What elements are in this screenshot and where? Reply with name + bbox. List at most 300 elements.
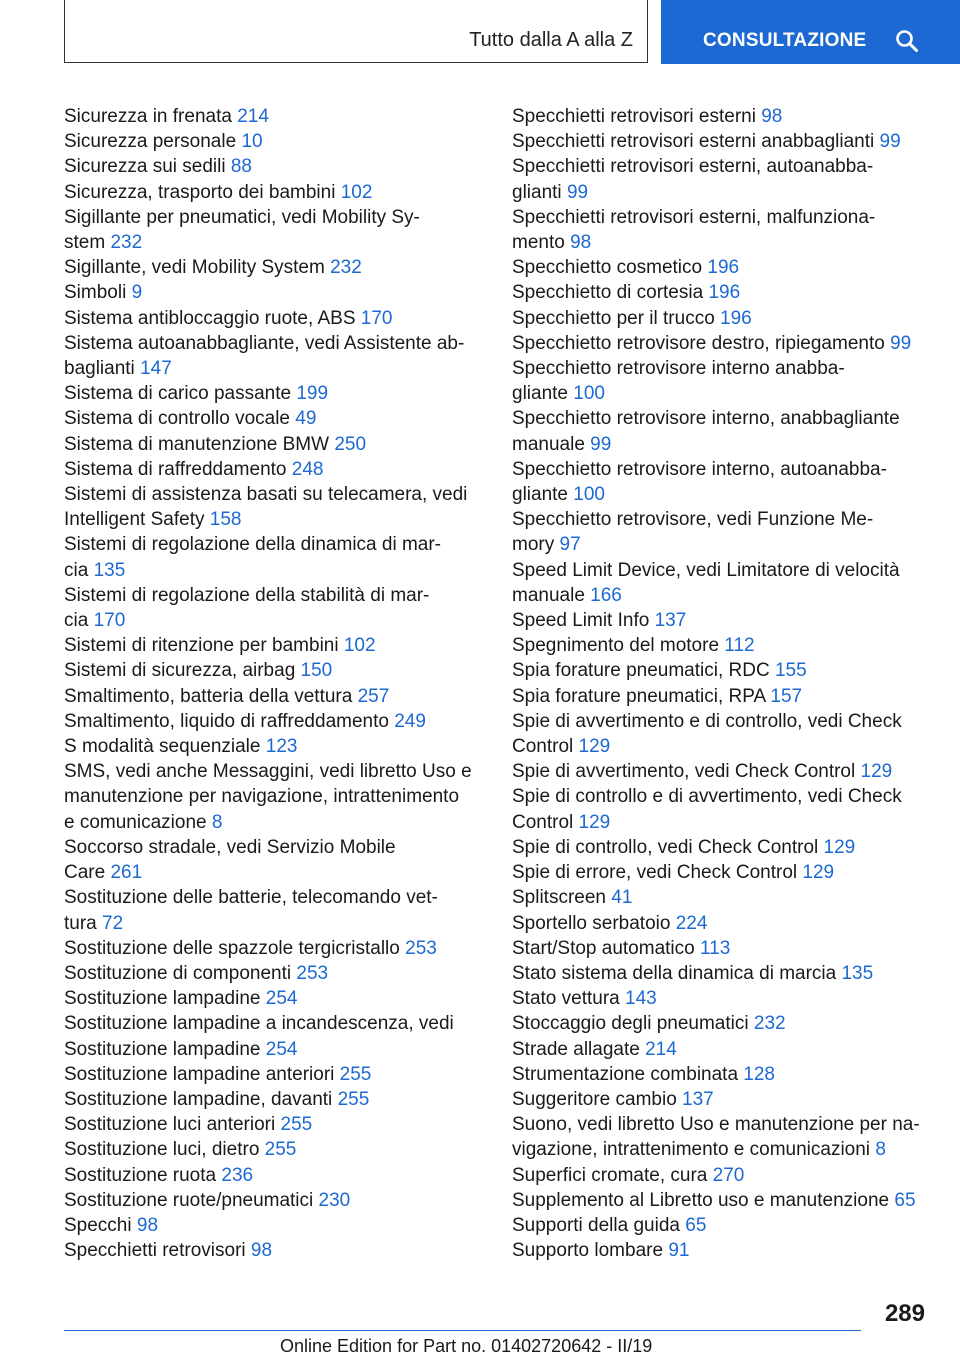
entry-term: Spie di controllo, vedi Check Control [512, 836, 819, 858]
page-link[interactable]: 255 [264, 1139, 297, 1161]
index-entry [64, 1163, 484, 1188]
entry-text [512, 180, 932, 205]
entry-term: Supporto lombare [512, 1240, 664, 1262]
index-entry [512, 961, 932, 986]
entry-text [512, 860, 932, 885]
entry-text [64, 709, 484, 734]
entry-text: Specchietto retrovisore, vedi Funzione Me- [512, 509, 874, 531]
page-link[interactable]: 99 [879, 131, 901, 153]
page-link[interactable]: 249 [394, 710, 426, 732]
page-link[interactable]: 99 [566, 181, 589, 203]
entry-text [512, 835, 932, 860]
entry-term: Strade allagate [512, 1038, 640, 1060]
entry-text [64, 406, 484, 431]
index-column-right [512, 104, 932, 1263]
entry-text [512, 1087, 932, 1112]
page-link[interactable]: 196 [707, 257, 740, 279]
index-entry [512, 936, 932, 961]
page-link[interactable]: 98 [761, 106, 783, 127]
index-entry [64, 1112, 484, 1137]
page-link[interactable]: 8 [875, 1139, 886, 1161]
page-link[interactable]: 158 [209, 509, 242, 531]
entry-term: Control [512, 736, 574, 758]
entry-text [512, 1238, 932, 1263]
index-entry [512, 835, 932, 860]
index-entry [512, 280, 932, 305]
page-link[interactable]: 65 [685, 1214, 707, 1236]
entry-term: glianti [512, 181, 562, 203]
page-link[interactable]: 147 [140, 358, 172, 380]
entry-text: Specchietti retrovisori esterni, malfunziona- [512, 206, 876, 228]
entry-text [512, 961, 932, 986]
entry-term: Start/Stop automatico [512, 937, 695, 959]
page-link[interactable]: 8 [211, 811, 223, 833]
entry-text: Sistemi di regolazione della stabilità di mar- [64, 584, 430, 606]
page-link[interactable]: 99 [590, 433, 612, 455]
page-link[interactable]: 196 [720, 307, 752, 329]
page-link[interactable]: 199 [296, 383, 329, 405]
entry-text [64, 1037, 484, 1062]
entry-term: Speed Limit Info [512, 610, 650, 632]
entry-text [64, 1112, 484, 1137]
entry-text [512, 532, 932, 557]
entry-term: gliante [512, 383, 568, 405]
section-header-box [64, 0, 648, 63]
page-link[interactable]: 253 [405, 937, 437, 959]
entry-term: Spegnimento del motore [512, 635, 720, 657]
index-entry [512, 658, 932, 683]
index-entry [64, 306, 484, 331]
entry-term: Sistema di raffreddamento [64, 458, 287, 480]
page-link[interactable]: 196 [708, 282, 741, 304]
entry-term: Sostituzione luci anteriori [64, 1114, 276, 1136]
page-link[interactable]: 155 [774, 660, 807, 682]
entry-text [64, 658, 484, 683]
index-entry [64, 1213, 484, 1238]
index-entry [64, 1238, 484, 1263]
page-link[interactable]: 224 [675, 912, 708, 934]
entry-text [512, 684, 932, 709]
entry-term: Sostituzione lampadine [64, 988, 261, 1010]
entry-term: Specchi [64, 1214, 132, 1236]
entry-term: Sostituzione lampadine [64, 1038, 261, 1060]
entry-text [512, 810, 932, 835]
page-link[interactable]: 98 [570, 232, 592, 254]
entry-term: Splitscreen [512, 887, 606, 909]
entry-term: Specchietto retrovisore destro, ripiegamento [512, 332, 885, 354]
index-entry [512, 129, 932, 154]
index-entry [64, 684, 484, 709]
index-entry [64, 532, 484, 582]
page-link[interactable]: 232 [330, 257, 362, 279]
page-link[interactable]: 254 [265, 1038, 298, 1060]
page-link[interactable]: 170 [93, 610, 126, 632]
index-entry [64, 1137, 484, 1162]
index-entry [64, 331, 484, 381]
footer-divider [64, 1330, 861, 1331]
entry-text [512, 331, 932, 356]
page-link[interactable]: 232 [753, 1013, 786, 1035]
entry-text: Soccorso stradale, vedi Servizio Mobile [64, 836, 396, 858]
entry-term: Supplemento al Libretto uso e manutenzione [512, 1189, 890, 1211]
entry-text: Sostituzione delle batterie, telecomando vet- [64, 887, 438, 909]
page-link[interactable]: 250 [334, 433, 367, 455]
entry-term: Sicurezza in frenata [64, 106, 232, 127]
page-link[interactable]: 150 [300, 660, 333, 682]
page-link[interactable]: 214 [237, 106, 269, 127]
page-link[interactable]: 102 [340, 181, 373, 203]
entry-text [512, 986, 932, 1011]
index-entry [64, 280, 484, 305]
page-link[interactable]: 72 [102, 912, 124, 934]
page-link[interactable]: 129 [578, 736, 611, 758]
entry-text [64, 1163, 484, 1188]
page-link[interactable]: 257 [357, 685, 390, 707]
index-entry [64, 709, 484, 734]
index-entry [512, 1011, 932, 1036]
page-link[interactable]: 255 [337, 1088, 370, 1110]
page-link[interactable]: 10 [241, 131, 263, 153]
page-link[interactable]: 230 [318, 1189, 351, 1211]
entry-text [512, 482, 932, 507]
entry-term: Sicurezza personale [64, 131, 237, 153]
page-link[interactable]: 88 [230, 156, 252, 178]
index-entry [512, 1037, 932, 1062]
index-entry [512, 356, 932, 406]
entry-term: Sistemi di ritenzione per bambini [64, 635, 339, 657]
index-entry [64, 129, 484, 154]
entry-text [512, 230, 932, 255]
entry-term: Control [512, 811, 574, 833]
entry-text [64, 104, 484, 129]
page-link[interactable]: 232 [110, 232, 143, 254]
entry-term: Sistemi di sicurezza, airbag [64, 660, 296, 682]
page-link[interactable]: 170 [360, 307, 393, 329]
page-link[interactable]: 9 [131, 282, 143, 304]
entry-text [64, 1238, 484, 1263]
entry-text: Specchietto retrovisore interno, autoanabba- [512, 458, 887, 480]
page-link[interactable]: 113 [700, 937, 731, 959]
entry-term: Specchietti retrovisori [64, 1240, 246, 1262]
entry-text [512, 255, 932, 280]
index-entry [64, 835, 484, 885]
entry-text [64, 154, 484, 179]
index-entry [64, 255, 484, 280]
entry-term: Smaltimento, batteria della vettura [64, 685, 353, 707]
entry-term: Sicurezza, trasporto dei bambini [64, 181, 336, 203]
entry-term: Intelligent Safety [64, 509, 205, 531]
entry-text [64, 280, 484, 305]
page-link[interactable]: 41 [611, 887, 633, 909]
index-entry [512, 205, 932, 255]
entry-text: Sistemi di assistenza basati su telecamera, vedi [64, 484, 468, 506]
index-entry [64, 1087, 484, 1112]
tab-label: CONSULTAZIONE [703, 30, 867, 51]
entry-term: Strumentazione combinata [512, 1063, 739, 1085]
entry-text: Sostituzione lampadine a incandescenza, vedi [64, 1013, 454, 1035]
page-link[interactable]: 112 [724, 635, 755, 657]
entry-text [512, 583, 932, 608]
index-entry [64, 406, 484, 431]
entry-term: Supporti della guida [512, 1214, 680, 1236]
page-link[interactable]: 99 [890, 332, 912, 354]
index-entry [512, 633, 932, 658]
entry-term: cia [64, 610, 89, 632]
index-entry [512, 885, 932, 910]
index-entry [64, 633, 484, 658]
page-link[interactable]: 97 [559, 534, 581, 556]
page-link[interactable]: 143 [625, 988, 657, 1010]
entry-text [512, 936, 932, 961]
entry-term: Stato sistema della dinamica di marcia [512, 962, 837, 984]
index-entry [512, 784, 932, 834]
entry-text [64, 684, 484, 709]
page-link[interactable]: 214 [645, 1038, 677, 1060]
entry-text: SMS, vedi anche Messaggini, vedi libretto Uso e [64, 761, 472, 783]
entry-text [512, 432, 932, 457]
index-entry [512, 406, 932, 456]
entry-text [64, 1213, 484, 1238]
page-link[interactable]: 129 [823, 836, 856, 858]
index-entry [512, 331, 932, 356]
index-entry [64, 205, 484, 255]
entry-text [64, 558, 484, 583]
page-link[interactable]: 261 [110, 862, 143, 884]
page-link[interactable]: 255 [280, 1114, 313, 1136]
entry-term: Spia forature pneumatici, RPA [512, 685, 766, 707]
index-entry [64, 1062, 484, 1087]
entry-text [512, 608, 932, 633]
entry-term: Specchietto di cortesia [512, 282, 704, 304]
entry-term: Sistema di manutenzione BMW [64, 433, 330, 455]
page-link[interactable]: 100 [573, 383, 605, 405]
page-link[interactable]: 137 [654, 610, 687, 632]
page-link[interactable]: 254 [265, 988, 298, 1010]
entry-text: Sistema autoanabbagliante, vedi Assistente ab- [64, 332, 465, 354]
entry-text: Sigillante per pneumatici, vedi Mobility Sy- [64, 206, 420, 228]
entry-text [512, 1062, 932, 1087]
entry-text [64, 1188, 484, 1213]
page-link[interactable]: 135 [841, 962, 874, 984]
entry-text [64, 961, 484, 986]
index-entry [64, 180, 484, 205]
entry-text [64, 507, 484, 532]
index-entry [64, 1188, 484, 1213]
index-entry [64, 154, 484, 179]
entry-term: Sicurezza sui sedili [64, 156, 226, 178]
entry-text [512, 280, 932, 305]
entry-term: mory [512, 534, 555, 556]
entry-term: Suggeritore cambio [512, 1088, 677, 1110]
page-link[interactable]: 128 [743, 1063, 775, 1085]
entry-text [512, 104, 932, 129]
entry-text: Specchietto retrovisore interno anabba- [512, 358, 845, 380]
entry-text [512, 1188, 932, 1213]
index-entry [512, 1213, 932, 1238]
entry-text: Specchietto retrovisore interno, anabbagliante [512, 408, 900, 430]
entry-text [64, 457, 484, 482]
page-link[interactable]: 137 [682, 1088, 714, 1110]
entry-text [512, 1213, 932, 1238]
entry-text [64, 432, 484, 457]
entry-text [512, 129, 932, 154]
entry-term: Specchietto cosmetico [512, 257, 703, 279]
page-link[interactable]: 91 [668, 1240, 690, 1262]
entry-term: e comunicazione [64, 811, 207, 833]
index-entry [64, 381, 484, 406]
index-entry [512, 1087, 932, 1112]
index-entry [512, 507, 932, 557]
index-entry [64, 432, 484, 457]
entry-term: Specchietti retrovisori esterni anabbaglianti [512, 131, 875, 153]
page-link[interactable]: 135 [93, 559, 126, 581]
index-entry [512, 1188, 932, 1213]
entry-text [512, 658, 932, 683]
entry-text [64, 230, 484, 255]
entry-term: Specchietti retrovisori esterni [512, 106, 756, 127]
page-link[interactable]: 236 [221, 1164, 254, 1186]
entry-term: Sostituzione luci, dietro [64, 1139, 260, 1161]
entry-text [512, 759, 932, 784]
edition-info: Online Edition for Part no. 01402720642 - II/19 [280, 1336, 653, 1356]
index-entry [512, 104, 932, 129]
entry-text: Spie di avvertimento e di controllo, vedi Check [512, 710, 902, 732]
page-link[interactable]: 98 [250, 1240, 273, 1262]
index-entry [64, 936, 484, 961]
entry-text [512, 885, 932, 910]
entry-text [64, 860, 484, 885]
entry-term: Superfici cromate, cura [512, 1164, 708, 1186]
entry-text [512, 306, 932, 331]
entry-term: Sostituzione lampadine, davanti [64, 1088, 333, 1110]
entry-text: Spie di controllo e di avvertimento, vedi Check [512, 786, 902, 808]
consultazione-tab[interactable] [661, 0, 960, 64]
entry-text: manutenzione per navigazione, intrattenimento [64, 786, 460, 808]
page-header [0, 0, 960, 66]
entry-term: tura [64, 912, 97, 934]
entry-term: Sostituzione ruote/pneumatici [64, 1189, 314, 1211]
page-link[interactable]: 248 [291, 458, 324, 480]
page-link[interactable]: 253 [296, 962, 329, 984]
page-number: 289 [884, 1300, 925, 1327]
page-link[interactable]: 49 [295, 408, 317, 430]
entry-term: Specchietto per il trucco [512, 307, 715, 329]
page-link[interactable]: 123 [265, 736, 298, 758]
entry-text [64, 180, 484, 205]
entry-term: Sistema di carico passante [64, 383, 292, 405]
page-link[interactable]: 102 [343, 635, 376, 657]
entry-text [512, 1137, 932, 1162]
index-entry [512, 1238, 932, 1263]
page-link[interactable]: 157 [770, 685, 803, 707]
entry-text [64, 810, 484, 835]
entry-text [64, 1062, 484, 1087]
entry-text [512, 911, 932, 936]
entry-text [64, 986, 484, 1011]
entry-term: Sostituzione di componenti [64, 962, 292, 984]
entry-term: Sistema di controllo vocale [64, 408, 290, 430]
entry-term: Stato vettura [512, 988, 620, 1010]
index-entry [512, 306, 932, 331]
entry-term: gliante [512, 484, 568, 506]
index-entry [512, 684, 932, 709]
index-entry [64, 658, 484, 683]
entry-text [512, 734, 932, 759]
section-title: Tutto dalla A alla Z [469, 29, 633, 51]
entry-term: Sostituzione delle spazzole tergicristallo [64, 937, 400, 959]
page-link[interactable]: 129 [802, 862, 835, 884]
entry-term: Sportello serbatoio [512, 912, 671, 934]
entry-term: S modalità sequenziale [64, 736, 261, 758]
index-entry [64, 482, 484, 532]
page-link[interactable]: 129 [860, 761, 893, 783]
entry-term: manuale [512, 433, 585, 455]
entry-text [512, 1163, 932, 1188]
entry-text [512, 633, 932, 658]
index-entry [64, 986, 484, 1011]
entry-text [64, 129, 484, 154]
page-link[interactable]: 129 [578, 811, 611, 833]
entry-term: Sigillante, vedi Mobility System [64, 257, 325, 279]
entry-term: mento [512, 232, 565, 254]
entry-text [64, 306, 484, 331]
index-entry [512, 1062, 932, 1087]
page-link[interactable]: 65 [894, 1189, 916, 1211]
entry-text [64, 911, 484, 936]
entry-term: Spia forature pneumatici, RDC [512, 660, 770, 682]
entry-term: Stoccaggio degli pneumatici [512, 1013, 749, 1035]
index-entry [64, 457, 484, 482]
entry-term: Sostituzione lampadine anteriori [64, 1063, 335, 1085]
entry-term: Spie di avvertimento, vedi Check Control [512, 761, 856, 783]
entry-term: Sistema antibloccaggio ruote, ABS [64, 307, 356, 329]
entry-text [512, 1011, 932, 1036]
index-entry [512, 457, 932, 507]
page-link[interactable]: 100 [573, 484, 605, 506]
page-link[interactable]: 270 [712, 1164, 745, 1186]
index-entry [512, 709, 932, 759]
entry-text [64, 381, 484, 406]
page-link[interactable]: 255 [339, 1063, 372, 1085]
entry-term: stem [64, 232, 106, 254]
entry-text [64, 1137, 484, 1162]
index-entry [512, 1112, 932, 1162]
index-entry [512, 1163, 932, 1188]
entry-text: Suono, vedi libretto Uso e manutenzione per na- [512, 1114, 920, 1136]
index-entry [512, 759, 932, 784]
index-entry [512, 608, 932, 633]
entry-term: baglianti [64, 358, 135, 380]
index-entry [512, 154, 932, 204]
index-entry [512, 986, 932, 1011]
index-entry [64, 1011, 484, 1061]
entry-term: Smaltimento, liquido di raffreddamento [64, 710, 389, 732]
entry-text [64, 734, 484, 759]
index-entry [64, 583, 484, 633]
page-link[interactable]: 98 [136, 1214, 159, 1236]
entry-term: vigazione, intrattenimento e comunicazioni [512, 1139, 871, 1161]
entry-text [64, 608, 484, 633]
entry-text [64, 356, 484, 381]
entry-term: manuale [512, 584, 585, 606]
entry-term: Simboli [64, 282, 127, 304]
index-entry [64, 759, 484, 835]
page-link[interactable]: 166 [590, 584, 622, 606]
index-column-left [64, 104, 484, 1263]
index-entry [512, 911, 932, 936]
entry-text [512, 381, 932, 406]
entry-text [64, 633, 484, 658]
